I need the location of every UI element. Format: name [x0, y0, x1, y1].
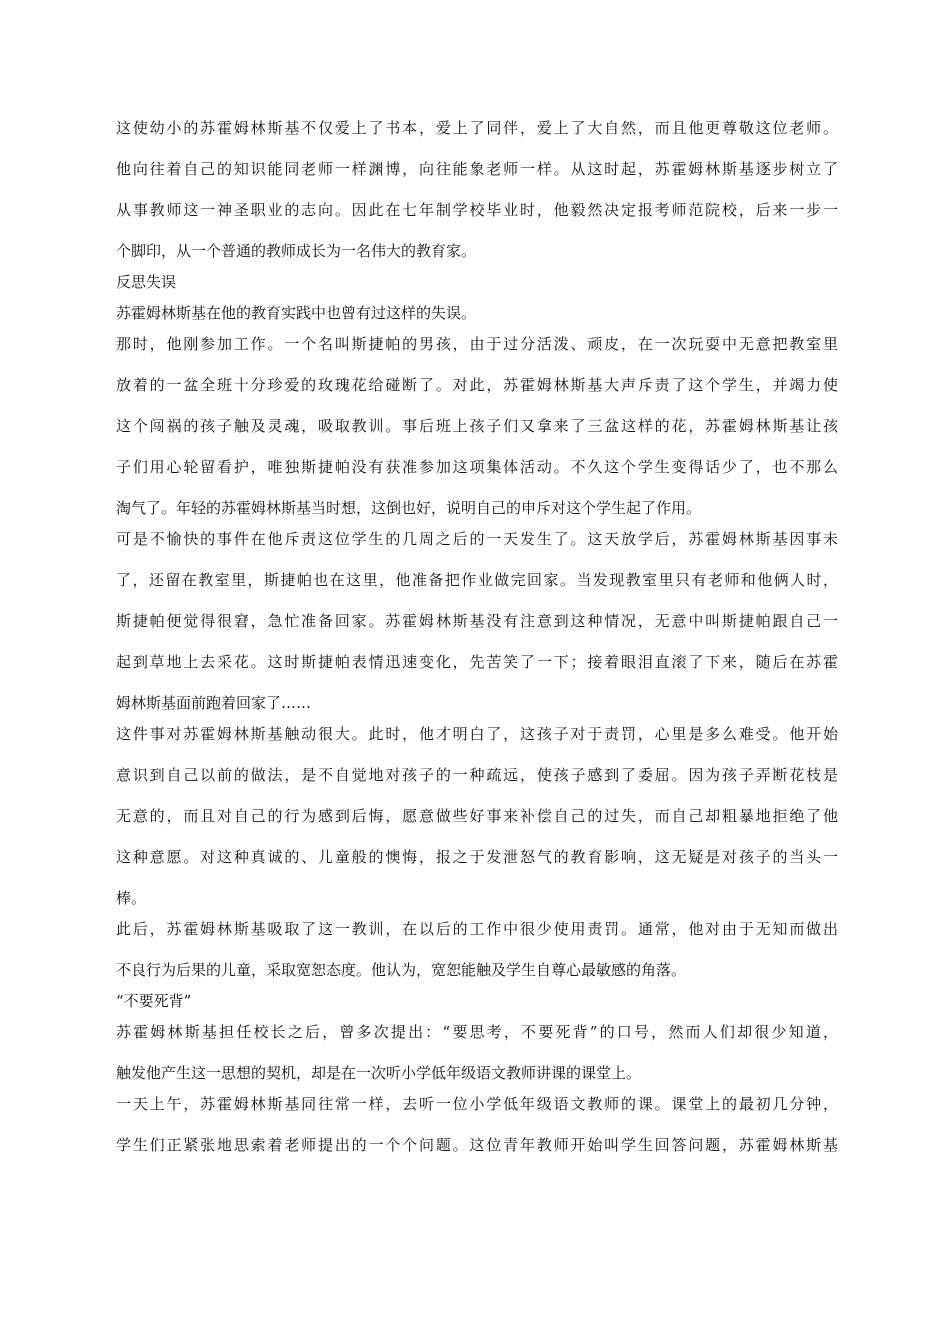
text-line: 这件事对苏霍姆林斯基触动很大。此时，他才明白了，这孩子对于责罚，心里是多么难受。他开始	[116, 725, 838, 743]
text-line: 此后，苏霍姆林斯基吸取了这一教训，在以后的工作中很少使用责罚。通常，他对由于无知而做出	[116, 920, 838, 938]
text-line: 那时，他刚参加工作。一个名叫斯捷帕的男孩，由于过分活泼、顽皮，在一次玩耍中无意把教室里	[116, 335, 838, 353]
text-line: 他向往着自己的知识能同老师一样渊博，向往能象老师一样。从这时起，苏霍姆林斯基逐步树立了	[116, 160, 838, 178]
text-line: 斯捷帕便觉得很窘，急忙准备回家。苏霍姆林斯基没有注意到这种情况，无意中叫斯捷帕跟自己一	[116, 612, 838, 630]
text-line: 苏霍姆林斯基担任校长之后，曾多次提出：“要思考，不要死背”的口号，然而人们却很少知道，	[116, 1023, 838, 1041]
section-heading: “不要死背”	[116, 992, 192, 1010]
text-line: 了，还留在教室里，斯捷帕也在这里，他准备把作业做完回家。当发现教室里只有老师和他俩人时，	[116, 571, 838, 589]
text-line: 这使幼小的苏霍姆林斯基不仅爱上了书本，爱上了同伴，爱上了大自然，而且他更尊敬这位老师。	[116, 119, 838, 137]
text-line: 放着的一盆全班十分珍爱的玫瑰花给碰断了。对此，苏霍姆林斯基大声斥责了这个学生，并竭力使	[116, 376, 838, 394]
text-line: 这个闯祸的孩子触及灵魂，吸取教训。事后班上孩子们又拿来了三盆这样的花，苏霍姆林斯基让孩	[116, 417, 838, 435]
text-line: 从事教师这一神圣职业的志向。因此在七年制学校毕业时，他毅然决定报考师范院校，后来一步一	[116, 201, 838, 219]
text-line: 子们用心轮留看护，唯独斯捷帕没有获准参加这项集体活动。不久这个学生变得话少了，也不那么	[116, 458, 838, 476]
text-line: 意识到自己以前的做法，是不自觉地对孩子的一种疏远，使孩子感到了委屈。因为孩子弄断花枝是	[116, 766, 838, 784]
text-line: 淘气了。年轻的苏霍姆林斯基当时想，这倒也好，说明自己的申斥对这个学生起了作用。	[116, 499, 702, 517]
text-line: 学生们正紧张地思索着老师提出的一个个问题。这位青年教师开始叫学生回答问题，苏霍姆林斯基	[116, 1136, 838, 1154]
text-line: 姆林斯基面前跑着回家了……	[116, 694, 312, 712]
text-line: 苏霍姆林斯基在他的教育实践中也曾有过这样的失误。	[116, 304, 477, 322]
text-line: 一天上午，苏霍姆林斯基同往常一样，去听一位小学低年级语文教师的课。课堂上的最初几分钟，	[116, 1095, 838, 1113]
text-line: 可是不愉快的事件在他斥责这位学生的几周之后的一天发生了。这天放学后，苏霍姆林斯基因事未	[116, 530, 838, 548]
text-line: 触发他产生这一思想的契机，却是在一次听小学低年级语文教师讲课的课堂上。	[116, 1064, 642, 1082]
text-line: 无意的，而且对自己的行为感到后悔，愿意做些好事来补偿自己的过失，而自己却粗暴地拒绝了他	[116, 807, 838, 825]
text-line: 这种意愿。对这种真诚的、儿童般的懊悔，报之于发泄怒气的教育影响，这无疑是对孩子的当头一	[116, 848, 838, 866]
document-page	[116, 118, 838, 1155]
text-line: 个脚印，从一个普通的教师成长为一名伟大的教育家。	[116, 242, 477, 260]
section-heading: 反思失误	[116, 273, 177, 291]
text-line: 棒。	[116, 889, 147, 907]
text-line: 起到草地上去采花。这时斯捷帕表情迅速变化，先苦笑了一下；接着眼泪直滚了下来，随后在苏霍	[116, 653, 838, 671]
text-line: 不良行为后果的儿童，采取宽恕态度。他认为，宽恕能触及学生自尊心最敏感的角落。	[116, 961, 687, 979]
